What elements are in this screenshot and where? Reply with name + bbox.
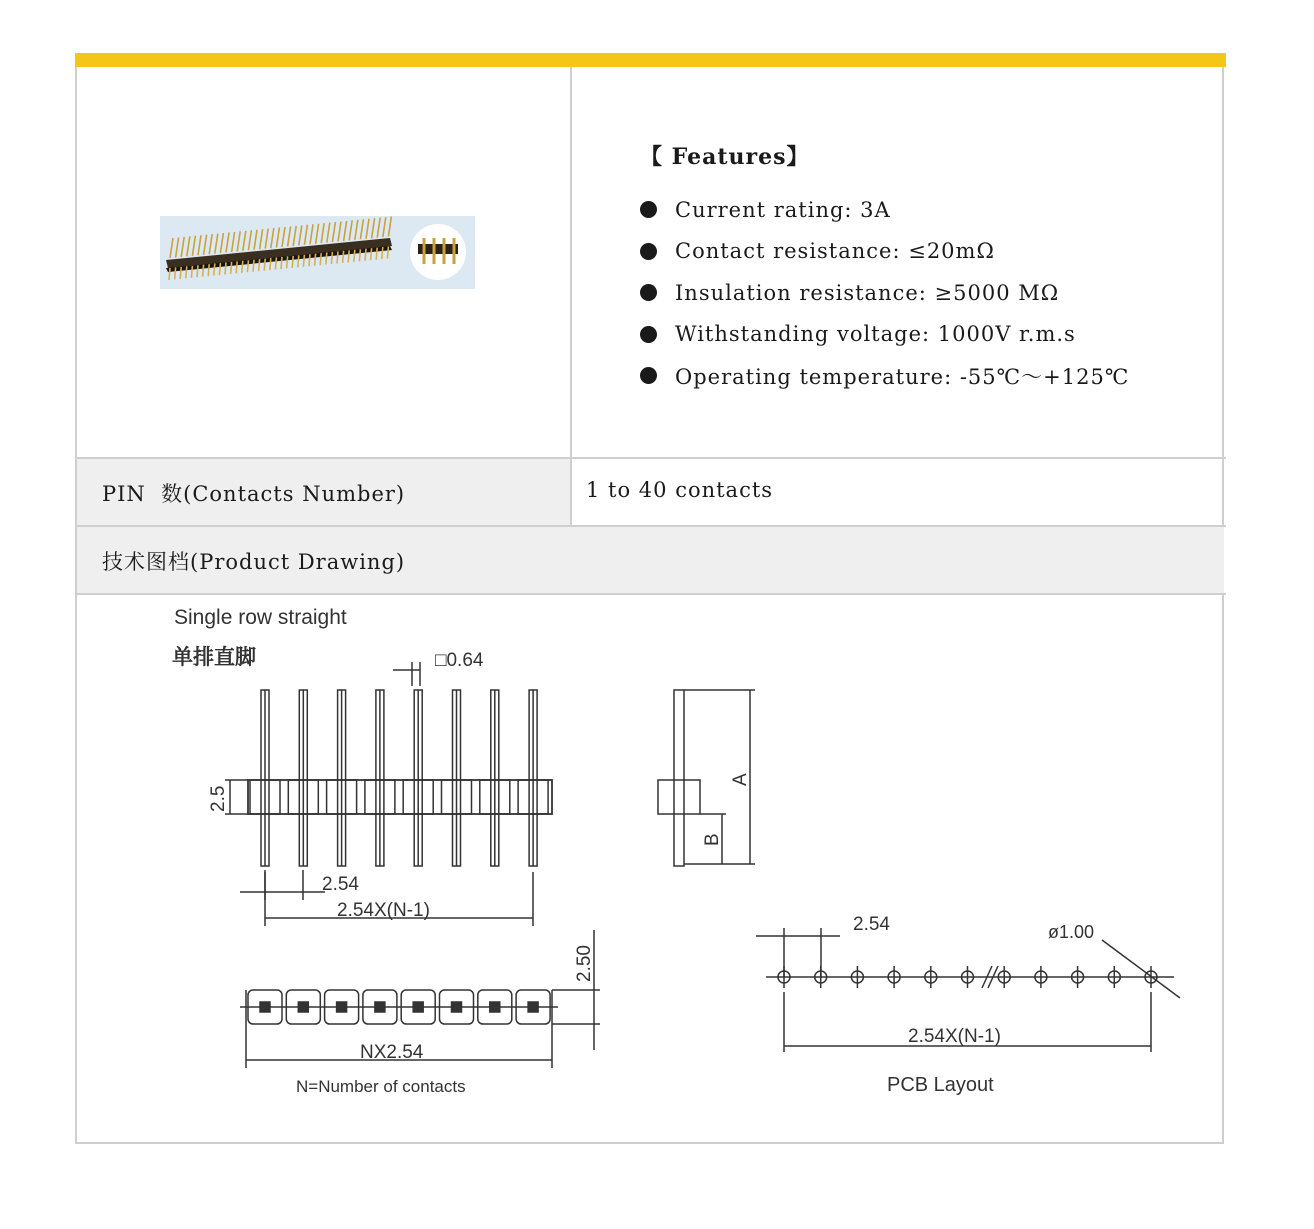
front-housing	[248, 780, 552, 814]
features-block	[640, 140, 1129, 397]
bullet-icon	[640, 326, 657, 343]
bullet-icon	[640, 284, 657, 301]
divider-2	[75, 525, 1226, 527]
feature-item: Insulation resistance: ≥5000 MΩ	[640, 272, 1129, 314]
note-n: N=Number of contacts	[296, 1077, 466, 1096]
product-photo	[160, 216, 475, 289]
dim-pin-size: □0.64	[435, 650, 484, 671]
bullet-icon	[640, 201, 657, 218]
dim-a: A	[730, 773, 751, 786]
divider-3	[75, 593, 1226, 595]
pcb-title: PCB Layout	[887, 1074, 994, 1096]
pcb-dim-pitch: 2.54	[853, 914, 890, 935]
dim-housing-height: 2.5	[208, 785, 229, 812]
feature-item: Contact resistance: ≤20mΩ	[640, 231, 1129, 273]
column-divider	[570, 67, 572, 526]
divider-1	[75, 457, 1226, 459]
product-drawing	[150, 600, 1210, 1120]
dim-250: 2.50	[574, 945, 595, 982]
feature-item: Operating temperature: -55℃～+125℃	[640, 355, 1129, 397]
drawing-title-en: Single row straight	[174, 606, 347, 629]
bullet-icon	[640, 367, 657, 384]
product-drawing-label: 技术图档(Product Drawing)	[102, 550, 406, 574]
dim-b: B	[702, 833, 723, 846]
side-view	[658, 690, 755, 866]
features-title: 【 Features】	[640, 144, 810, 170]
bullet-icon	[640, 243, 657, 260]
pin-count-label: PIN 数(Contacts Number)	[102, 482, 406, 506]
pcb-layout	[766, 966, 1174, 988]
front-view	[250, 690, 548, 866]
dim-span: 2.54X(N-1)	[337, 900, 430, 921]
feature-item: Withstanding voltage: 1000V r.m.s	[640, 314, 1129, 356]
dim-nx: NX2.54	[360, 1042, 424, 1063]
pcb-dim-hole: ø1.00	[1048, 922, 1095, 942]
top-accent-bar	[75, 53, 1226, 67]
feature-item: Current rating: 3A	[640, 189, 1129, 231]
pcb-dim-span: 2.54X(N-1)	[908, 1026, 1001, 1047]
top-view	[240, 990, 558, 1024]
drawing-title-cn: 单排直脚	[172, 646, 256, 669]
dim-pitch: 2.54	[322, 874, 359, 895]
pin-count-value: 1 to 40 contacts	[586, 478, 774, 502]
